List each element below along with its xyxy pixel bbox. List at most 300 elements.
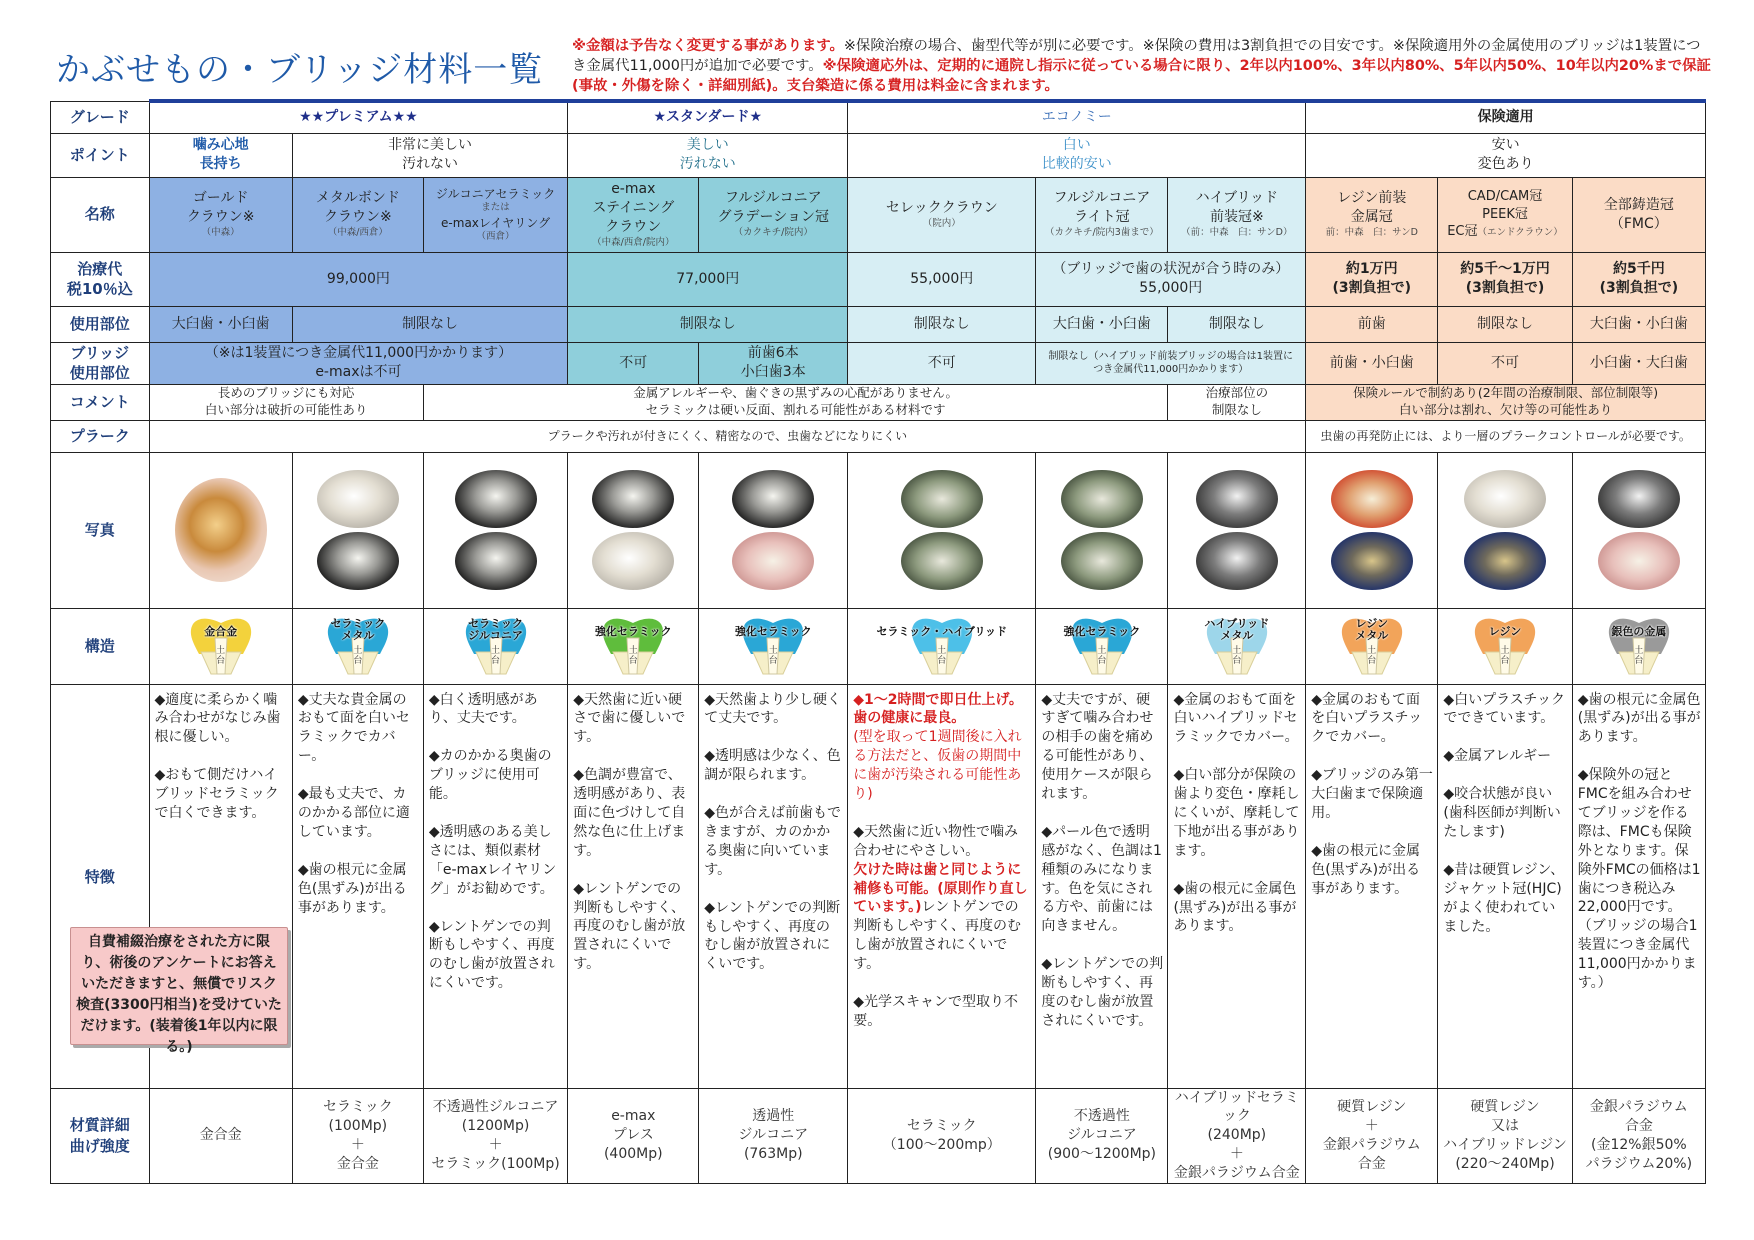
feature-item: ◆咬合状態が良い(歯科医師が判断いたします) xyxy=(1443,786,1561,840)
metal-bond-photo-bottom xyxy=(317,532,399,590)
bridge-fmc: 小臼歯・大臼歯 xyxy=(1572,342,1705,384)
row-label-point: ポイント xyxy=(51,133,150,177)
plaque-row xyxy=(51,420,1706,452)
point-premium xyxy=(292,133,567,177)
material-line: セラミック xyxy=(906,1117,977,1134)
features-fzg xyxy=(699,684,848,1088)
bridge-economy-line1: 制限なし（ハイブリッド前装ブリッジの場合は1装置に xyxy=(1048,350,1293,362)
tooth-label-line: メタル xyxy=(341,629,375,642)
cad-photo-top xyxy=(1464,470,1546,528)
structure-cell xyxy=(568,608,699,684)
material-line: （100～200mp） xyxy=(882,1136,1001,1153)
feature-item: ◆保険外の冠とFMCを組み合わせてブリッジを作る際は、FMCも保険外となります。保険外FMCの価格は1歯につき税込み22,000円です。（ブリッジの場合1装置につき金属代11,000円かかります。） xyxy=(1577,767,1701,991)
name-lab: （前：中森 臼：サンD） xyxy=(1181,227,1293,239)
tooth-material-label xyxy=(1064,625,1141,640)
structure-cell xyxy=(848,608,1036,684)
tooth-material-label xyxy=(1489,625,1521,640)
zirconia-photo-top xyxy=(455,470,537,528)
material-line: ジルコニア xyxy=(738,1127,809,1144)
tooth-structure xyxy=(1201,616,1273,676)
name-cad-cam xyxy=(1438,177,1572,252)
row-label-fee-line1: 治療代 xyxy=(77,259,123,278)
name-line: メタルボンド xyxy=(315,190,400,207)
comment-insurance-line1: 保険ルールで制約あり(2年間の治療制限、部位制限等) xyxy=(1353,385,1659,401)
photo-metal-bond xyxy=(292,452,423,608)
tooth-base-label: 土台 xyxy=(937,646,947,666)
name-or: または xyxy=(481,202,510,214)
bridge-economy xyxy=(1036,342,1306,384)
fee-row xyxy=(51,252,1706,306)
fee-fmc-line1: 約5千円 xyxy=(1612,261,1665,278)
feature-item: ◆昔は硬質レジン、ジャケット冠(HJC)がよく使われていました。 xyxy=(1443,861,1565,935)
grade-premium: ★★プレミアム★★ xyxy=(149,101,568,133)
row-label-photo: 写真 xyxy=(51,452,150,608)
point-gold xyxy=(149,133,292,177)
features-emax xyxy=(568,684,699,1088)
row-label-comment: コメント xyxy=(51,384,150,420)
features-cad xyxy=(1438,684,1572,1088)
name-line: クラウン※ xyxy=(323,209,392,226)
material-line: ＋ xyxy=(488,1136,503,1153)
page-title: かぶせもの・ブリッジ材料一覧 xyxy=(56,50,544,90)
photo-row xyxy=(51,452,1706,608)
point-insurance-line1: 安い xyxy=(1491,137,1520,154)
fee-resin-line2: (3割負担で) xyxy=(1332,280,1412,296)
feature-item: ◆透明感のある美しさには、類似素材「e-maxレイヤリング」がお勧めです。 xyxy=(428,823,557,897)
use-cad: 制限なし xyxy=(1438,306,1572,342)
fee-resin-line1: 約1万円 xyxy=(1345,261,1398,278)
tooth-label-line: セラミック xyxy=(330,617,386,630)
bridge-fzg-line2: 小臼歯3本 xyxy=(740,364,806,380)
feature-item: ◆パール色で透明感がなく、色調は1種類のみになります。色を気にされる方や、前歯には向きません。 xyxy=(1041,823,1162,935)
photo-gold xyxy=(149,452,292,608)
material-cell xyxy=(1036,1088,1168,1183)
fee-fmc xyxy=(1572,252,1705,306)
survey-callout: 自費補綴治療をされた方に限り、術後のアンケートにお答えいただきますと、無償でリスク検査(3300円相当)を受けていただけます。(装着後1年以内に限る。) xyxy=(70,927,288,1045)
tooth-label-line: メタル xyxy=(1355,629,1389,642)
fee-resin xyxy=(1306,252,1438,306)
point-insurance xyxy=(1306,133,1706,177)
name-resin-veneer xyxy=(1306,177,1438,252)
name-emax-staining xyxy=(568,177,699,252)
photo-cerec xyxy=(848,452,1036,608)
comment-gold xyxy=(149,384,423,420)
row-label-features-text: 特徴 xyxy=(84,867,115,886)
photo-cad xyxy=(1438,452,1572,608)
tooth-label-line: レジン xyxy=(1355,617,1388,630)
materials-row xyxy=(51,1088,1706,1183)
structure-cell xyxy=(699,608,848,684)
point-economy-line1: 白い xyxy=(1062,137,1091,154)
name-line: 金属冠 xyxy=(1350,209,1393,226)
material-line: (220～240Mp) xyxy=(1455,1155,1555,1172)
name-lab: （中森/西倉） xyxy=(327,227,388,239)
name-cerec-crown xyxy=(848,177,1036,252)
structure-row xyxy=(51,608,1706,684)
material-line: プレス xyxy=(612,1127,654,1144)
cerec-feature-1: ◆1～2時間で即日仕上げ。歯の健康に最良。 xyxy=(853,691,1023,727)
resin-photo-top xyxy=(1331,470,1413,528)
photo-zirconia xyxy=(423,452,567,608)
name-line: セレッククラウン xyxy=(885,199,998,216)
material-line: セラミック(100Mp) xyxy=(431,1155,560,1172)
material-line: (900～1200Mp) xyxy=(1047,1146,1157,1163)
tooth-base-label: 土台 xyxy=(628,646,638,666)
point-insurance-line2: 変色あり xyxy=(1477,156,1534,172)
photo-resin xyxy=(1306,452,1438,608)
fee-cad xyxy=(1438,252,1572,306)
material-cell xyxy=(699,1088,848,1183)
feature-item: ◆天然歯に近い硬さで歯に優しいです。 xyxy=(573,691,686,746)
use-resin: 前歯 xyxy=(1306,306,1438,342)
material-line: 又は xyxy=(1491,1117,1519,1134)
name-lab: （カクキチ/院内） xyxy=(733,227,813,239)
metal-bond-photo-top xyxy=(317,470,399,528)
fmc-photo-top xyxy=(1598,470,1680,528)
photo-fzg xyxy=(699,452,848,608)
notice-text xyxy=(572,36,1712,96)
emax-photo-bottom xyxy=(592,532,674,590)
row-label-bridge-line1: ブリッジ xyxy=(70,343,130,362)
fee-cerec: 55,000円 xyxy=(848,252,1036,306)
tooth-label-line: 銀色の金属 xyxy=(1611,625,1667,638)
name-line: e-maxレイヤリング xyxy=(441,215,551,230)
material-line: ＋ xyxy=(350,1136,365,1153)
row-label-fee-line2: 税10％込 xyxy=(66,280,133,298)
tooth-base-label: 土台 xyxy=(1367,646,1377,666)
material-cell xyxy=(1572,1088,1705,1183)
material-cell xyxy=(1168,1088,1306,1183)
name-lab: （西倉） xyxy=(476,230,515,242)
feature-item: ◆おもて側だけハイブリッドセラミックで白くできます。 xyxy=(154,767,279,821)
name-line: ライト冠 xyxy=(1074,209,1130,226)
point-row xyxy=(51,133,1706,177)
comment-insurance-line2: 白い部分は割れ、欠け等の可能性あり xyxy=(1398,402,1613,417)
feature-item: ◆レントゲンでの判断もしやすく、再度のむし歯が放置されにくいです。 xyxy=(573,880,686,973)
feature-item: ◆レントゲンでの判断もしやすく、再度のむし歯が放置されにくいです。 xyxy=(1041,956,1164,1029)
name-fmc xyxy=(1572,177,1705,252)
name-line: レジン前装 xyxy=(1337,190,1407,207)
feature-item: ◆歯の根元に金属色(黒ずみ)が出る事があります。 xyxy=(1311,842,1421,897)
materials-table xyxy=(50,99,1706,1184)
tooth-label-line: セラミック xyxy=(468,617,523,630)
row-label-material xyxy=(51,1088,150,1183)
comment-ceramic xyxy=(423,384,1168,420)
grade-standard: ★スタンダード★ xyxy=(568,101,848,133)
cerec-feature-2: (型を取って1週間後に入れる方法だと、仮歯の期間中に歯が汚染される可能性あり) xyxy=(853,729,1022,802)
fzl-photo-bottom xyxy=(1061,532,1143,590)
name-full-zirconia-gradation xyxy=(699,177,848,252)
material-cell xyxy=(848,1088,1036,1183)
fzg-photo-bottom xyxy=(732,532,814,590)
fzg-photo-top xyxy=(732,470,814,528)
notice-insurance-note: ※保険治療の場合、歯型代等が別に必要です。※保険の費用は3割負担での目安です。※保険適用外の金属使用のブリッジは1装置につき金属代11,000円が追加で必要です。 xyxy=(572,38,1701,74)
cerec-feature-5: レントゲンでの判断もしやすく、再度のむし歯が放置されにくいです。 xyxy=(853,899,1021,973)
feature-item: ◆丈夫な貴金属のおもて面を白いセラミックでカバー。 xyxy=(297,691,410,765)
grade-insurance: 保険適用 xyxy=(1306,101,1706,133)
material-cell xyxy=(568,1088,699,1183)
name-lab: （エンドクラウン） xyxy=(1477,227,1563,239)
tooth-label-line: 強化セラミック xyxy=(594,625,672,638)
tooth-material-label xyxy=(1611,625,1666,640)
cerec-feature-4: 欠けた時は歯と同じように補修も可能。(原則作り直しています。) xyxy=(853,861,1028,916)
tooth-base-label: 土台 xyxy=(216,646,226,666)
bridge-row xyxy=(51,342,1706,384)
bridge-premium xyxy=(149,342,568,384)
zirconia-photo-bottom xyxy=(455,532,537,590)
grade-row xyxy=(51,101,1706,133)
material-line: (1200Mp) xyxy=(461,1117,530,1134)
name-line: EC冠 xyxy=(1447,224,1478,240)
name-line: フルジルコニア xyxy=(724,190,822,207)
tooth-material-label xyxy=(468,618,523,642)
tooth-structure xyxy=(185,616,257,676)
point-premium-line2: 汚れない xyxy=(402,156,459,172)
tooth-material-label xyxy=(204,625,237,640)
material-cell xyxy=(292,1088,423,1183)
material-line: 合金 xyxy=(1624,1117,1653,1134)
row-label-fee xyxy=(51,252,150,306)
feature-item: ◆色調が豊富で、透明感があり、表面に色づけして自然な色に仕上げます。 xyxy=(573,767,686,859)
bridge-resin: 前歯・小臼歯 xyxy=(1306,342,1438,384)
material-line: (763Mp) xyxy=(743,1146,803,1163)
photo-fzl xyxy=(1036,452,1168,608)
hybrid-photo-bottom xyxy=(1196,532,1278,590)
comment-hybrid-line2: 制限なし xyxy=(1211,402,1262,417)
feature-item: ◆レントゲンでの判断もしやすく、再度のむし歯が放置されにくいです。 xyxy=(428,918,555,992)
plaque-insurance: 虫歯の再発防止には、より一層のプラークコントロールが必要です。 xyxy=(1306,420,1706,452)
material-line: (100Mp) xyxy=(328,1117,388,1134)
material-line: (400Mp) xyxy=(603,1146,663,1163)
material-line: 硬質レジン xyxy=(1470,1098,1540,1115)
feature-item: ◆金属のおもて面を白いプラスチックでカバー。 xyxy=(1311,691,1423,746)
feature-item: ◆金属のおもて面を白いハイブリッドセラミックでカバー。 xyxy=(1173,691,1299,746)
fee-premium: 99,000円 xyxy=(149,252,568,306)
notice-warranty: ※保険適応外は、定期的に通院し指示に従っている場合に限り、2年以内100%、3年以内80%、5年以内50%、10年以内20%まで保証(事故・外傷を除く・詳細別紙)。支台築造に係る費用は料金に含まれます。 xyxy=(572,58,1711,94)
hybrid-photo-top xyxy=(1196,470,1278,528)
structure-cell xyxy=(1572,608,1705,684)
row-label-plaque: プラーク xyxy=(51,420,150,452)
point-economy xyxy=(848,133,1306,177)
tooth-label-line: メタル xyxy=(1220,629,1254,642)
fmc-photo-bottom xyxy=(1598,532,1680,590)
feature-item: ◆ブリッジのみ第一大臼歯まで保険適用。 xyxy=(1311,767,1433,821)
tooth-structure xyxy=(734,616,812,676)
tooth-base-label: 土台 xyxy=(1634,646,1644,666)
material-line: 金銀パラジウム xyxy=(1322,1136,1421,1153)
material-line: ハイブリッドセラミック xyxy=(1174,1089,1299,1125)
feature-item: ◆金属アレルギー xyxy=(1443,748,1552,765)
bridge-cerec: 不可 xyxy=(848,342,1036,384)
tooth-structure xyxy=(322,616,394,676)
feature-item: ◆歯の根元に金属色(黒ずみ)が出る事があります。 xyxy=(297,861,407,916)
structure-cell xyxy=(149,608,292,684)
name-line: ハイブリッド xyxy=(1195,190,1279,207)
name-full-zirconia-light xyxy=(1036,177,1168,252)
grade-economy: エコノミー xyxy=(848,101,1306,133)
tooth-label-line: 強化セラミック xyxy=(1063,625,1141,638)
use-row xyxy=(51,306,1706,342)
tooth-material-label xyxy=(1355,618,1388,642)
photo-emax xyxy=(568,452,699,608)
point-standard-line2: 汚れない xyxy=(679,156,736,172)
bridge-premium-line2: e-maxは不可 xyxy=(315,364,402,380)
structure-cell xyxy=(1036,608,1168,684)
feature-item: ◆白い部分が保険の歯より変色・摩耗しにくいが、摩耗して下地が出る事があります。 xyxy=(1173,767,1300,859)
point-standard-line1: 美しい xyxy=(686,137,729,154)
cerec-feature-3: ◆天然歯に近い物性で噛み合わせにやさしい。 xyxy=(853,823,1018,859)
point-standard xyxy=(568,133,848,177)
cerec-photo-top xyxy=(901,470,983,528)
tooth-material-label xyxy=(735,625,812,640)
tooth-label-line: セラミック・ハイブリッド xyxy=(876,625,1008,638)
material-line: 不透過性ジルコニア xyxy=(432,1098,559,1115)
name-line: クラウン xyxy=(605,218,662,235)
plaque-self-pay: プラークや汚れが付きにくく、精密なので、虫歯などになりにくい xyxy=(149,420,1306,452)
tooth-label-line: ジルコニア xyxy=(468,629,523,642)
name-lab: 前：中森 臼：サンD xyxy=(1325,227,1418,239)
feature-item: ◆最も丈夫で、カのかかる部位に適しています。 xyxy=(297,786,410,840)
use-fmc: 大臼歯・小臼歯 xyxy=(1572,306,1705,342)
tooth-structure xyxy=(1469,616,1541,676)
feature-item: ◆丈夫ですが、硬すぎて噛み合わせの相手の歯を痛める可能性があり、使用ケースが限られます。 xyxy=(1041,691,1154,802)
name-line: （FMC） xyxy=(1609,215,1668,232)
name-line: グラデーション冠 xyxy=(717,209,829,226)
row-label-material-line2: 曲げ強度 xyxy=(69,1136,130,1155)
tooth-material-label xyxy=(595,625,672,640)
photo-hybrid xyxy=(1168,452,1306,608)
feature-item: ◆歯の根元に金属色(黒ずみ)が出る事があります。 xyxy=(1173,880,1297,935)
name-metal-bond xyxy=(292,177,423,252)
photo-fmc xyxy=(1572,452,1705,608)
name-line: 全部鋳造冠 xyxy=(1603,196,1674,213)
gold-crown-photo xyxy=(175,478,267,582)
feature-item: ◆白いプラスチックでできています。 xyxy=(1443,691,1565,727)
name-hybrid-veneer xyxy=(1168,177,1306,252)
bridge-cad: 不可 xyxy=(1438,342,1572,384)
structure-cell xyxy=(423,608,567,684)
name-line: クラウン※ xyxy=(186,209,255,226)
name-line: ジルコニアセラミック xyxy=(435,186,556,201)
name-line: ステイニング xyxy=(592,199,675,216)
comment-ceramic-line2: セラミックは硬い反面、割れる可能性がある材料です xyxy=(645,402,946,417)
name-line: e-max xyxy=(611,180,656,197)
material-line: セラミック xyxy=(322,1098,393,1115)
tooth-structure xyxy=(460,616,532,676)
features-row xyxy=(51,684,1706,1088)
tooth-structure xyxy=(1603,616,1675,676)
row-label-use: 使用部位 xyxy=(51,306,150,342)
tooth-base-label: 土台 xyxy=(1232,646,1242,666)
feature-item: ◆白く透明感があり、丈夫です。 xyxy=(428,691,538,727)
name-zirconia-ceramic xyxy=(423,177,567,252)
material-cell xyxy=(149,1088,292,1183)
use-cerec: 制限なし xyxy=(848,306,1036,342)
comment-hybrid-line1: 治療部位の xyxy=(1205,385,1269,401)
bridge-emax: 不可 xyxy=(568,342,699,384)
features-resin xyxy=(1306,684,1438,1088)
material-line: ジルコニア xyxy=(1067,1127,1137,1144)
tooth-label-line: ハイブリッド xyxy=(1204,617,1270,630)
row-label-structure: 構造 xyxy=(51,608,150,684)
structure-cell xyxy=(1168,608,1306,684)
bridge-fzg xyxy=(699,342,848,384)
tooth-structure xyxy=(1336,616,1408,676)
tooth-label-line: レジン xyxy=(1488,625,1522,638)
tooth-material-label xyxy=(876,625,1007,640)
use-fzl: 大臼歯・小臼歯 xyxy=(1036,306,1168,342)
cerec-photo-bottom xyxy=(901,532,983,590)
feature-item: ◆天然歯より少し硬くて丈夫です。 xyxy=(704,691,842,727)
bridge-premium-line1: （※は1装置につき金属代11,000円かかります） xyxy=(204,345,513,362)
material-line: 合金 xyxy=(1357,1155,1386,1172)
feature-item: ◆レントゲンでの判断もしやすく、再度のむし歯が放置されにくいです。 xyxy=(704,899,841,973)
comment-row xyxy=(51,384,1706,420)
fee-economy-bridge xyxy=(1036,252,1306,306)
structure-cell xyxy=(1438,608,1572,684)
feature-item: ◆歯の根元に金属色(黒ずみ)が出る事があります。 xyxy=(1577,691,1701,746)
material-cell xyxy=(1306,1088,1438,1183)
fee-fmc-line2: (3割負担で) xyxy=(1599,280,1679,296)
tooth-material-label xyxy=(330,618,385,642)
name-gold-crown xyxy=(149,177,292,252)
features-metal-bond xyxy=(292,684,423,1088)
use-premium: 制限なし xyxy=(292,306,567,342)
cerec-feature-6: ◆光学スキャンで型取り不要。 xyxy=(853,993,1018,1029)
features-cerec xyxy=(848,684,1036,1088)
tooth-label-line: 金合金 xyxy=(204,625,238,638)
material-line: 金銀パラジウム合金 xyxy=(1173,1165,1300,1182)
features-fmc xyxy=(1572,684,1705,1088)
row-label-grade: グレード xyxy=(51,101,150,133)
point-economy-line2: 比較的安い xyxy=(1041,156,1112,172)
material-line: 金合金 xyxy=(199,1127,242,1144)
feature-item: ◆適度に柔らかく噛み合わせがなじみ歯根に優しい。 xyxy=(154,691,281,746)
material-line: (240Mp) xyxy=(1207,1127,1267,1144)
material-line: ＋ xyxy=(1364,1117,1379,1134)
material-line: 透過性 xyxy=(752,1108,795,1125)
name-line: CAD/CAM冠 xyxy=(1467,189,1543,205)
feature-item: ◆色が合えば前歯もできますが、カのかかる奥歯に向いています。 xyxy=(704,805,842,878)
bridge-economy-line2: つき金属代11,000円かかります） xyxy=(1093,364,1249,375)
use-hybrid: 制限なし xyxy=(1168,306,1306,342)
name-row xyxy=(51,177,1706,252)
name-lab: （中森） xyxy=(201,227,240,239)
name-lab: （院内） xyxy=(922,217,961,229)
fee-cad-line2: (3割負担で) xyxy=(1465,280,1545,296)
fee-standard: 77,000円 xyxy=(568,252,848,306)
material-line: ＋ xyxy=(1229,1146,1244,1163)
name-lab: （中森/西倉/院内） xyxy=(592,236,675,248)
point-gold-line1: 噛み心地 xyxy=(192,137,249,154)
tooth-base-label: 土台 xyxy=(768,646,778,666)
point-gold-line2: 長持ち xyxy=(199,156,242,172)
use-gold: 大臼歯・小臼歯 xyxy=(149,306,292,342)
bridge-fzg-line1: 前歯6本 xyxy=(747,345,799,362)
tooth-base-label: 土台 xyxy=(491,646,501,666)
tooth-material-label xyxy=(1204,618,1269,642)
fee-cad-line1: 約5千～1万円 xyxy=(1460,261,1550,278)
comment-gold-line2: 白い部分は破折の可能性あり xyxy=(204,402,368,417)
tooth-structure xyxy=(1063,616,1141,676)
structure-cell xyxy=(292,608,423,684)
tooth-base-label: 土台 xyxy=(1097,646,1107,666)
features-zirconia xyxy=(423,684,567,1088)
features-hybrid xyxy=(1168,684,1306,1088)
features-fzl xyxy=(1036,684,1168,1088)
material-line: ハイブリッドレジン xyxy=(1443,1136,1567,1153)
fee-economy-note: （ブリッジで歯の状況が合う時のみ） xyxy=(1052,261,1290,278)
